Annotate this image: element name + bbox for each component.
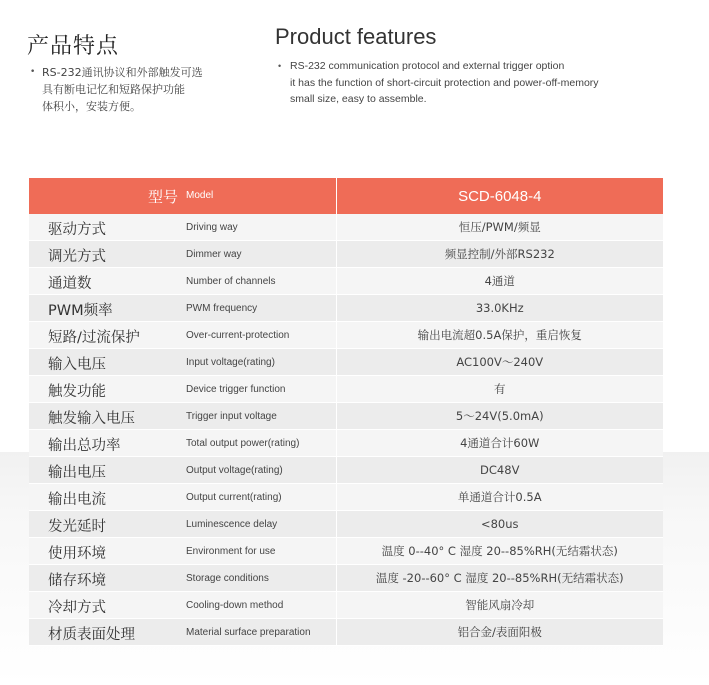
spec-value-cell xyxy=(336,241,663,268)
spec-label-en: Cooling-down method xyxy=(186,600,284,611)
spec-value-cell xyxy=(336,565,663,592)
spec-header-row xyxy=(29,178,663,214)
spec-row xyxy=(29,592,663,619)
spec-label-en: Device trigger function xyxy=(186,384,286,395)
spec-row xyxy=(29,403,663,430)
model-label-en: Model xyxy=(186,190,214,201)
spec-value: 4通道 xyxy=(484,274,515,288)
spec-value: 有 xyxy=(494,382,506,396)
spec-label-zh: 使用环境 xyxy=(48,546,106,562)
feature-bullet-zh xyxy=(30,64,240,115)
spec-label-zh: 输出电压 xyxy=(48,465,106,481)
spec-row xyxy=(29,538,663,565)
spec-label-en: Number of channels xyxy=(186,276,276,287)
spec-label-cell xyxy=(29,457,336,484)
spec-value: 铝合金/表面阳极 xyxy=(457,625,542,639)
feature-line-zh: RS-232通讯协议和外部触发可选 xyxy=(42,66,203,79)
spec-value: 频显控制/外部RS232 xyxy=(444,247,555,261)
model-value: SCD-6048-4 xyxy=(458,187,542,205)
spec-value-cell xyxy=(336,457,663,484)
model-label-zh: 型号 xyxy=(148,188,179,206)
spec-label-en: PWM frequency xyxy=(186,303,258,314)
spec-label-en: Material surface preparation xyxy=(186,627,311,638)
spec-label-cell xyxy=(29,511,336,538)
spec-label-zh: 触发输入电压 xyxy=(48,411,135,427)
spec-label-en: Output voltage(rating) xyxy=(186,465,283,476)
spec-label-en: Driving way xyxy=(186,222,238,233)
spec-value: 单通道合计0.5A xyxy=(457,490,542,504)
spec-label-zh: 发光延时 xyxy=(48,519,106,535)
spec-row xyxy=(29,484,663,511)
spec-value: 33.0KHz xyxy=(475,301,524,315)
spec-row xyxy=(29,619,663,646)
product-features-section xyxy=(0,0,709,150)
spec-label-zh: 触发功能 xyxy=(48,384,106,400)
spec-label-en: Environment for use xyxy=(186,546,276,557)
spec-row xyxy=(29,565,663,592)
spec-value: <80us xyxy=(480,517,519,531)
spec-label-cell xyxy=(29,295,336,322)
spec-label-cell xyxy=(29,376,336,403)
spec-row xyxy=(29,322,663,349)
spec-value-cell xyxy=(336,268,663,295)
spec-row xyxy=(29,511,663,538)
spec-value: 4通道合计60W xyxy=(460,436,540,450)
spec-row xyxy=(29,457,663,484)
spec-label-cell xyxy=(29,268,336,295)
spec-value-cell xyxy=(336,295,663,322)
spec-row xyxy=(29,376,663,403)
spec-value-cell xyxy=(336,430,663,457)
spec-label-en: Input voltage(rating) xyxy=(186,357,275,368)
spec-value-cell xyxy=(336,484,663,511)
spec-value-cell xyxy=(336,403,663,430)
spec-label-cell xyxy=(29,619,336,646)
model-header-cell xyxy=(29,178,336,214)
spec-label-zh: 短路/过流保护 xyxy=(48,330,140,346)
spec-label-en: Dimmer way xyxy=(186,249,242,260)
spec-value: 温度 0--40° C 湿度 20--85%RH(无结霜状态) xyxy=(381,544,618,558)
spec-value: 5～24V(5.0mA) xyxy=(455,409,544,423)
spec-label-cell xyxy=(29,430,336,457)
spec-label-cell xyxy=(29,214,336,241)
spec-value-cell xyxy=(336,538,663,565)
feature-line-zh: 具有断电记忆和短路保护功能 xyxy=(42,83,185,96)
spec-label-zh: 输出总功率 xyxy=(48,438,121,454)
spec-table-body xyxy=(29,214,663,646)
spec-label-cell xyxy=(29,349,336,376)
features-list-en xyxy=(278,58,678,108)
spec-label-en: Total output power(rating) xyxy=(186,438,300,449)
spec-value: 恒压/PWM/频显 xyxy=(458,220,541,234)
features-list-zh xyxy=(30,64,240,115)
features-title-en: Product features xyxy=(275,24,437,49)
spec-value-cell xyxy=(336,592,663,619)
spec-value-cell xyxy=(336,349,663,376)
spec-value-cell xyxy=(336,376,663,403)
bullet-icon: • xyxy=(278,61,282,71)
spec-label-cell xyxy=(29,241,336,268)
spec-label-en: Storage conditions xyxy=(186,573,269,584)
feature-line-en: RS-232 communication protocol and external trigger option xyxy=(290,60,565,72)
spec-label-zh: 调光方式 xyxy=(48,249,106,265)
model-value-cell xyxy=(336,178,663,214)
spec-value: 温度 -20--60° C 湿度 20--85%RH(无结霜状态) xyxy=(375,571,624,585)
spec-label-en: Luminescence delay xyxy=(186,519,278,530)
spec-label-en: Over-current-protection xyxy=(186,330,290,341)
bullet-icon: • xyxy=(30,67,36,77)
spec-label-zh: 材质表面处理 xyxy=(48,627,135,643)
feature-line-zh: 体积小，安装方便。 xyxy=(42,100,141,113)
spec-value: 输出电流超0.5A保护，重启恢复 xyxy=(417,328,582,342)
spec-label-zh: 输入电压 xyxy=(48,357,106,373)
spec-label-zh: 输出电流 xyxy=(48,492,106,508)
spec-label-zh: 驱动方式 xyxy=(48,222,106,238)
spec-label-cell xyxy=(29,322,336,349)
spec-label-zh: 通道数 xyxy=(48,276,92,292)
spec-label-cell xyxy=(29,565,336,592)
spec-value: DC48V xyxy=(480,463,520,477)
spec-label-zh: PWM频率 xyxy=(48,303,113,319)
spec-table xyxy=(29,178,663,646)
features-title-zh: 产品特点 xyxy=(27,34,120,59)
spec-row xyxy=(29,349,663,376)
feature-line-en: small size, easy to assemble. xyxy=(290,93,427,105)
spec-value-cell xyxy=(336,322,663,349)
spec-label-en: Output current(rating) xyxy=(186,492,282,503)
spec-label-en: Trigger input voltage xyxy=(186,411,277,422)
spec-row xyxy=(29,241,663,268)
spec-value-cell xyxy=(336,214,663,241)
spec-value-cell xyxy=(336,619,663,646)
feature-line-en: it has the function of short-circuit protection and power-off-memory xyxy=(290,76,599,89)
feature-bullet-en xyxy=(278,58,678,108)
spec-value-cell xyxy=(336,511,663,538)
spec-value: 智能风扇冷却 xyxy=(465,598,535,612)
spec-label-zh: 冷却方式 xyxy=(48,600,106,616)
spec-row xyxy=(29,430,663,457)
spec-label-cell xyxy=(29,403,336,430)
spec-row xyxy=(29,214,663,241)
spec-row xyxy=(29,295,663,322)
spec-row xyxy=(29,268,663,295)
spec-value: AC100V～240V xyxy=(456,355,544,369)
spec-label-cell xyxy=(29,484,336,511)
spec-label-cell xyxy=(29,592,336,619)
spec-label-zh: 储存环境 xyxy=(48,573,106,589)
spec-label-cell xyxy=(29,538,336,565)
